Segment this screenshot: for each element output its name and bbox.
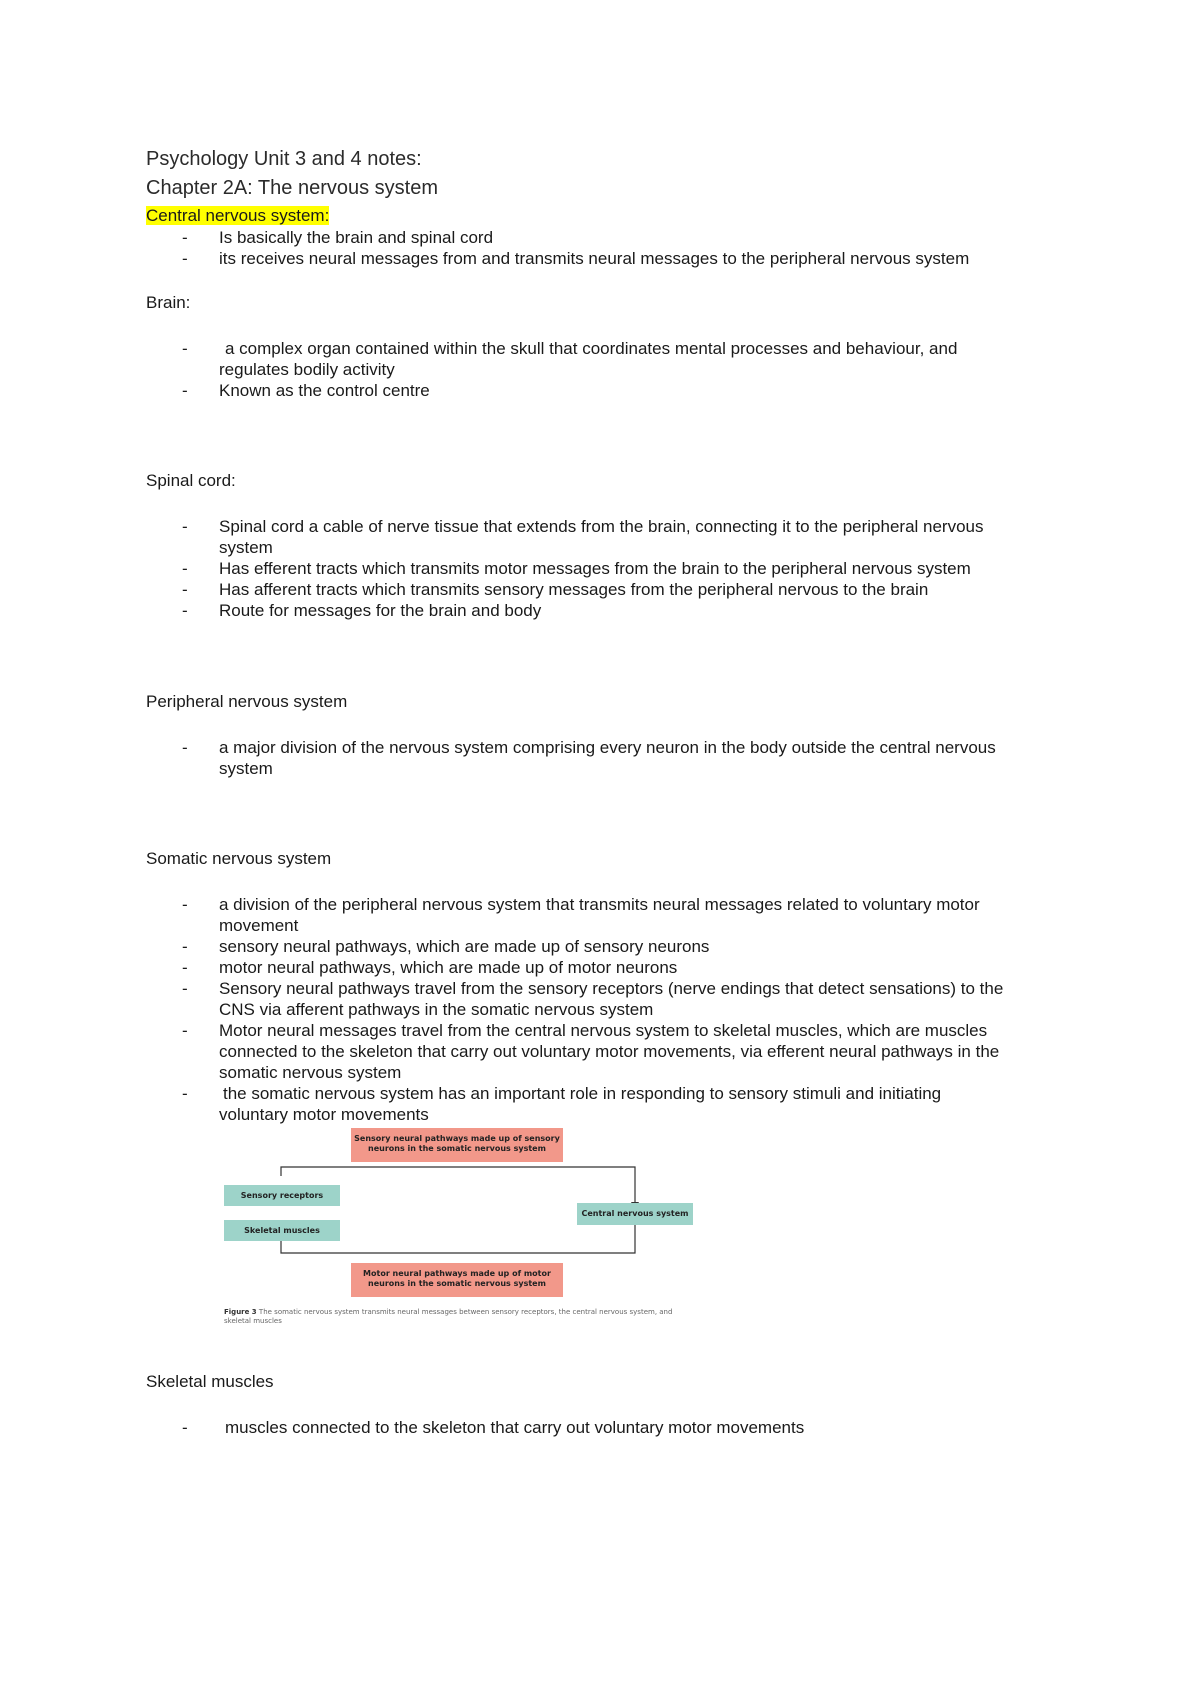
skeletal-muscles-box: Skeletal muscles [224, 1220, 340, 1241]
somatic-diagram [224, 1128, 700, 1338]
pns-heading: Peripheral nervous system [146, 692, 348, 711]
somatic-heading: Somatic nervous system [146, 849, 332, 868]
motor-pathway-box: Motor neural pathways made up of motor neurons in the somatic nervous system [351, 1263, 563, 1297]
brain-heading: Brain: [146, 293, 191, 312]
skeletal-muscles-heading: Skeletal muscles [146, 1372, 274, 1391]
document-title: Psychology Unit 3 and 4 notes: [146, 148, 422, 170]
sensory-receptors-box: Sensory receptors [224, 1185, 340, 1206]
document-page: Psychology Unit 3 and 4 notes: Chapter 2A: The nervous system Central nervous system: - Is basically the brain and spinal cord - its receives neural messages from and transmits neural messages to the peripheral nervous system Brain: - a complex organ contained within the skull that coordinates mental processes and behaviour, and regulates bodily activity - Known as the control centre Spinal cord: - Spinal cord a cable of nerve tissue that extends from the brain, connecting it to the peripheral nervous system - Has efferent tracts which transmits motor messages from the brain to the peripheral nervous system - Has afferent tracts which transmits sensory messages from the peripheral nervous to the brain - Route for messages for the brain and body Peripheral nervous system - a major division of the nervous system comprising every neuron in the body outside the central nervous system Somatic nervous system - a division of the peripheral nervous system that transmits neural messages related to voluntary motor movement - sensory neural pathways, which are made up of sensory neurons - motor neural pathways, which are made up of motor neurons - Sensory neural pathways travel from the sensory receptors (nerve endings that detect sensations) to the CNS via afferent pathways in the somatic nervous system - Motor neural messages travel from the central nervous system to skeletal muscles, which are muscles connected to the skeleton that carry out voluntary motor movements, via efferent neural pathways in the somatic nervous system - the somatic nervous system has an important role in responding to sensory stimuli and initiating voluntary motor movements Sensory neural pathways made up of sensory neurons in the somatic nervous system Sensory receptors Skeletal muscles Central nervous system Motor neural pathways made up of motor neurons in the somatic nervous system Figure 3 The somatic nervous system transmits neural messages between sensory receptors, the central nervous system, and skeletal muscles Skeletal muscles - muscles connected to the skeleton that carry out voluntary motor movements [146, 148, 1004, 1437]
cns-box: Central nervous system [577, 1203, 693, 1225]
sensory-pathway-box: Sensory neural pathways made up of sensory neurons in the somatic nervous system [351, 1128, 563, 1162]
cns-heading [146, 206, 329, 226]
chapter-title: Chapter 2A: The nervous system [146, 177, 438, 199]
highlighted-text: Central nervous system: [146, 206, 330, 225]
spinal-cord-heading: Spinal cord: [146, 471, 236, 490]
figure-caption: Figure 3 The somatic nervous system transmits neural messages between sensory receptors, the central nervous system, and skeletal muscles [224, 1308, 673, 1325]
